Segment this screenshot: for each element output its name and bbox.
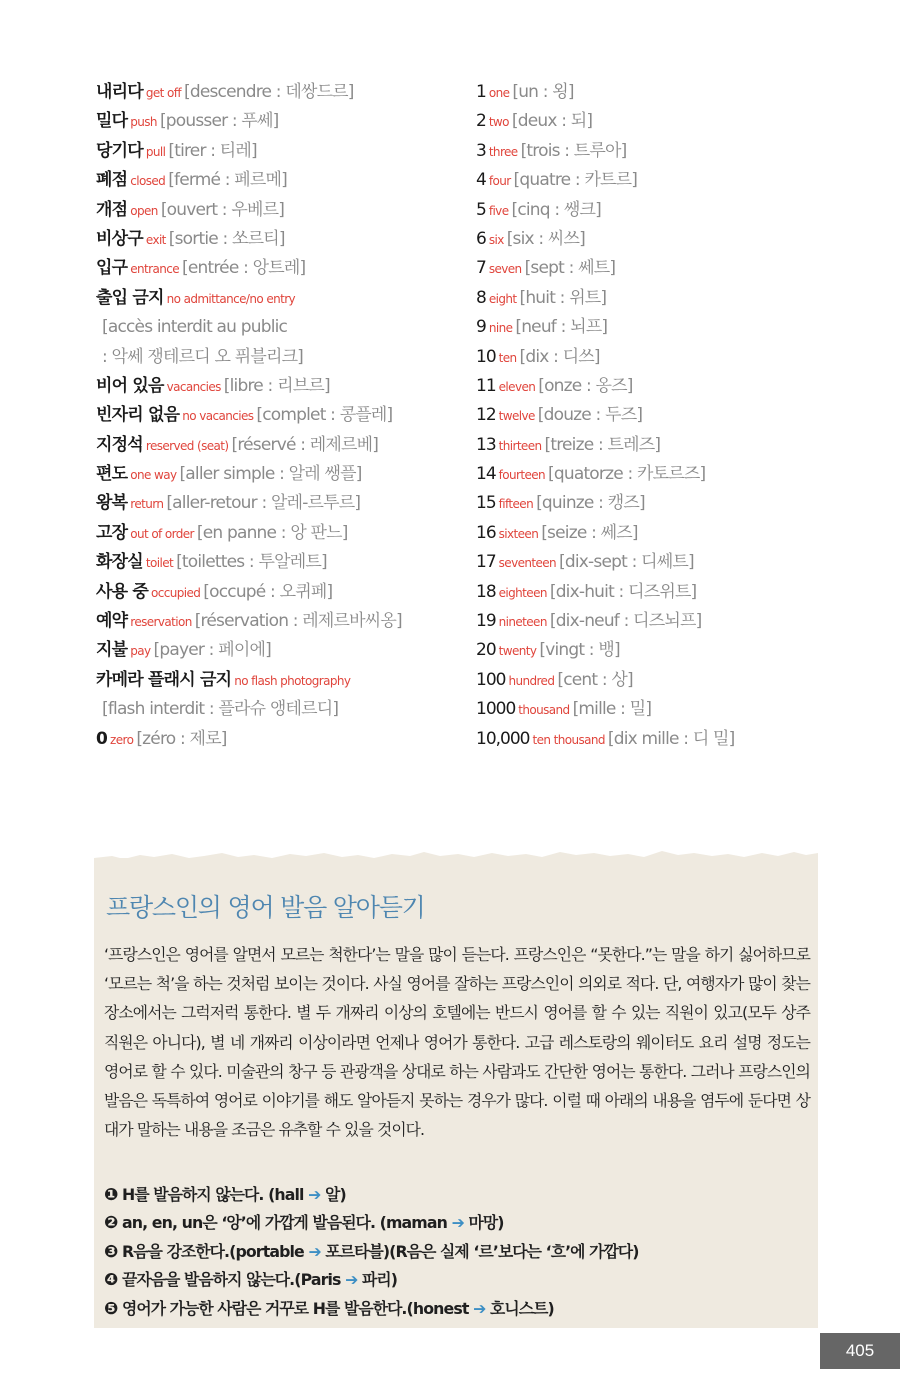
english-number: hundred bbox=[508, 673, 555, 688]
tip-point-result: 포르타블)(R음은 실제 ‘르’보다는 ‘흐’에 가깝다) bbox=[320, 1241, 639, 1261]
english-number: seventeen bbox=[498, 556, 557, 571]
english-term: no vacancies bbox=[182, 409, 254, 424]
french-term: [accès interdit au public bbox=[102, 317, 288, 338]
number-row bbox=[476, 725, 876, 754]
english-number: seven bbox=[488, 262, 522, 277]
number-row bbox=[476, 107, 876, 136]
number-value: 9 bbox=[476, 317, 486, 338]
number-row bbox=[476, 196, 876, 225]
english-term: zero bbox=[110, 732, 134, 747]
tip-point bbox=[104, 1295, 639, 1323]
arrow-right-icon: ➔ bbox=[451, 1213, 464, 1233]
number-value: 7 bbox=[476, 258, 486, 279]
vocab-row bbox=[96, 460, 466, 489]
english-number: five bbox=[488, 203, 509, 218]
english-number: thirteen bbox=[498, 438, 542, 453]
tip-point-text: R음을 강조한다.(portable bbox=[122, 1241, 309, 1261]
english-number: twenty bbox=[498, 644, 537, 659]
tip-point-text: 영어가 가능한 사람은 거꾸로 H를 발음한다.(honest bbox=[122, 1298, 474, 1318]
french-term: [entrée : 앙트레] bbox=[182, 258, 306, 279]
french-number: [quinze : 캥즈] bbox=[536, 493, 645, 514]
french-number: [seize : 쎄즈] bbox=[541, 522, 638, 543]
english-number: thousand bbox=[518, 703, 570, 718]
tip-point bbox=[104, 1209, 639, 1237]
korean-term: 빈자리 없음 bbox=[96, 405, 180, 426]
french-term: [sortie : 쏘르티] bbox=[168, 228, 285, 249]
vocab-row bbox=[96, 372, 466, 401]
french-number: [quatre : 카트르] bbox=[513, 170, 638, 191]
french-number: [dix-neuf : 디즈뇌프] bbox=[549, 611, 702, 632]
vocab-row bbox=[96, 695, 466, 724]
vocab-row bbox=[96, 489, 466, 518]
korean-term: 예약 bbox=[96, 611, 128, 632]
french-term: [pousser : 푸쎄] bbox=[159, 111, 279, 132]
tip-title: 프랑스인의 영어 발음 알아듣기 bbox=[106, 893, 425, 922]
vocab-row bbox=[96, 636, 466, 665]
vocab-row bbox=[96, 725, 466, 754]
number-value: 2 bbox=[476, 111, 486, 132]
korean-term: 0 bbox=[96, 728, 108, 749]
number-value: 13 bbox=[476, 434, 496, 455]
french-number: [deux : 되] bbox=[511, 111, 593, 132]
number-row bbox=[476, 166, 876, 195]
vocab-row bbox=[96, 107, 466, 136]
english-number: two bbox=[488, 115, 509, 130]
tip-points bbox=[104, 1181, 639, 1323]
korean-term: 입구 bbox=[96, 258, 128, 279]
french-term: [aller simple : 알레 쌩플] bbox=[179, 464, 362, 485]
french-term: [réservé : 레제르베] bbox=[231, 434, 379, 455]
number-row bbox=[476, 225, 876, 254]
french-term: [fermé : 페르메] bbox=[168, 170, 288, 191]
korean-term: 출입 금지 bbox=[96, 287, 164, 308]
number-value: 15 bbox=[476, 493, 496, 514]
french-number: [cent : 상] bbox=[557, 669, 633, 690]
tip-point bbox=[104, 1181, 639, 1209]
number-row bbox=[476, 695, 876, 724]
french-term: [flash interdit : 플라슈 앵테르디] bbox=[102, 699, 339, 720]
tip-point-result: 호니스트) bbox=[485, 1298, 554, 1318]
korean-term: 비상구 bbox=[96, 228, 143, 249]
french-number: [dix mille : 디 밀] bbox=[607, 728, 735, 749]
vocab-row bbox=[96, 519, 466, 548]
number-value: 16 bbox=[476, 522, 496, 543]
torn-paper-edge bbox=[94, 844, 818, 870]
number-value: 19 bbox=[476, 611, 496, 632]
vocab-row bbox=[96, 284, 466, 313]
number-row bbox=[476, 666, 876, 695]
tip-point-text: 끝자음을 발음하지 않는다.(Paris bbox=[122, 1270, 346, 1290]
circled-number-icon: ❶ bbox=[104, 1185, 118, 1205]
english-term: return bbox=[130, 497, 164, 512]
english-number: one bbox=[488, 86, 510, 100]
number-row bbox=[476, 578, 876, 607]
number-row bbox=[476, 489, 876, 518]
french-term: [descendre : 데쌍드르] bbox=[184, 82, 354, 102]
vocab-row bbox=[96, 401, 466, 430]
french-number: [dix-sept : 디쎄트] bbox=[559, 552, 694, 573]
number-value: 11 bbox=[476, 375, 496, 396]
number-value: 4 bbox=[476, 170, 486, 191]
korean-term: 고장 bbox=[96, 522, 128, 543]
english-number: eight bbox=[488, 291, 517, 306]
english-term: closed bbox=[130, 174, 166, 189]
number-value: 1000 bbox=[476, 699, 516, 720]
english-term: reserved (seat) bbox=[145, 438, 229, 453]
number-value: 8 bbox=[476, 287, 486, 308]
english-term: occupied bbox=[151, 585, 201, 600]
korean-term: 폐점 bbox=[96, 170, 128, 191]
tip-box bbox=[94, 858, 818, 1328]
english-number: three bbox=[488, 144, 518, 159]
number-value: 3 bbox=[476, 140, 486, 161]
french-number: [onze : 옹즈] bbox=[538, 375, 633, 396]
english-term: entrance bbox=[130, 262, 180, 277]
signs-vocabulary-list bbox=[96, 78, 466, 754]
french-number: [dix-huit : 디즈위트] bbox=[549, 581, 697, 602]
english-number: ten bbox=[498, 350, 517, 365]
tip-point-result: 알) bbox=[320, 1185, 346, 1204]
english-term: one way bbox=[130, 468, 177, 483]
number-value: 18 bbox=[476, 581, 496, 602]
french-number: [six : 씨쓰] bbox=[506, 228, 586, 249]
vocab-row bbox=[96, 196, 466, 225]
arrow-right-icon: ➔ bbox=[473, 1298, 486, 1318]
french-term: [payer : 페이에] bbox=[153, 640, 271, 661]
number-row bbox=[476, 137, 876, 166]
french-term: [aller-retour : 알레-르투르] bbox=[166, 493, 361, 514]
number-row bbox=[476, 431, 876, 460]
tip-body: ‘프랑스인은 영어를 알면서 모르는 척한다’는 말을 많이 듣는다. 프랑스인은 “못한다.”는 말을 하기 싫어하므로 ‘모르는 척’을 하는 것처럼 보이는 것이다. 사실 영어를 잘하는 프랑스인이 의외로 적다. 단, 여행자가 많이 찾는 장소에서는 그럭저럭 통한다. 별 두 개짜리 이상의 호텔에는 반드시 영어를 할 수 있는 직원이 있고(모두 상주 직원은 아니다), 별 네 개짜리 이상이라면 언제나 영어가 통한다. 고급 레스토랑의 웨이터도 요리 설명 정도는 영어로 할 수 있다. 미술관의 창구 등 관광객을 상대로 하는 사람과도 간단한 영어는 통한다. 그러나 프랑스인의 발음은 독특하여 영어로 이야기를 해도 알아듣지 못하는 경우가 많다. 이럴 때 아래의 내용을 염두에 둔다면 상대가 말하는 내용을 조금은 유추할 수 있을 것이다. bbox=[104, 945, 810, 1140]
english-term: get off bbox=[145, 86, 181, 100]
number-row bbox=[476, 284, 876, 313]
vocab-row bbox=[96, 607, 466, 636]
vocab-row bbox=[96, 431, 466, 460]
circled-number-icon: ❹ bbox=[104, 1270, 118, 1291]
number-row bbox=[476, 401, 876, 430]
number-value: 20 bbox=[476, 640, 496, 661]
number-value: 10,000 bbox=[476, 728, 530, 749]
number-row bbox=[476, 548, 876, 577]
french-term: [zéro : 제로] bbox=[136, 728, 227, 749]
english-number: twelve bbox=[498, 409, 535, 424]
korean-term: 개점 bbox=[96, 199, 128, 220]
french-term: [libre : 리브르] bbox=[223, 375, 330, 396]
tip-point bbox=[104, 1238, 639, 1266]
korean-term: 지정석 bbox=[96, 434, 143, 455]
english-term: reservation bbox=[130, 615, 192, 630]
french-term: [tirer : 티레] bbox=[168, 140, 257, 161]
korean-term: 사용 중 bbox=[96, 581, 148, 602]
vocab-row bbox=[96, 225, 466, 254]
english-term: vacancies bbox=[166, 379, 221, 394]
french-term: [complet : 콩플레] bbox=[256, 405, 393, 426]
circled-number-icon: ❸ bbox=[104, 1241, 118, 1262]
number-value: 10 bbox=[476, 346, 496, 367]
korean-term: 비어 있음 bbox=[96, 375, 164, 396]
tip-point-result: 파리) bbox=[357, 1270, 398, 1290]
french-number: [quatorze : 카토르즈] bbox=[548, 464, 706, 485]
vocab-row bbox=[96, 548, 466, 577]
english-term: open bbox=[130, 203, 158, 218]
number-row bbox=[476, 460, 876, 489]
number-value: 14 bbox=[476, 464, 496, 485]
number-value: 100 bbox=[476, 669, 506, 690]
english-number: nine bbox=[488, 321, 513, 336]
french-number: [cinq : 쌩크] bbox=[511, 199, 601, 220]
page-number: 405 bbox=[820, 1333, 900, 1369]
english-number: sixteen bbox=[498, 526, 539, 541]
number-row bbox=[476, 372, 876, 401]
french-term: [réservation : 레제르바씨옹] bbox=[194, 611, 402, 632]
vocab-row bbox=[96, 578, 466, 607]
circled-number-icon: ❺ bbox=[104, 1298, 118, 1319]
korean-term: 편도 bbox=[96, 464, 128, 485]
english-term: toilet bbox=[145, 556, 174, 571]
english-number: fourteen bbox=[498, 468, 546, 483]
english-term: no flash photography bbox=[234, 673, 351, 688]
korean-term: 내리다 bbox=[96, 82, 143, 102]
tip-point-text: H를 발음하지 않는다. (hall bbox=[122, 1185, 309, 1204]
french-term: : 악쎄 쟁테르디 오 퓌블리크] bbox=[102, 346, 304, 367]
english-number: six bbox=[488, 232, 504, 247]
french-term: [ouvert : 우베르] bbox=[160, 199, 285, 220]
korean-term: 화장실 bbox=[96, 552, 143, 573]
vocab-row bbox=[96, 313, 466, 342]
number-value: 12 bbox=[476, 405, 496, 426]
number-row bbox=[476, 313, 876, 342]
english-term: out of order bbox=[130, 526, 194, 541]
tip-point bbox=[104, 1266, 639, 1294]
vocab-row bbox=[96, 254, 466, 283]
arrow-right-icon: ➔ bbox=[345, 1270, 358, 1290]
english-term: exit bbox=[145, 232, 166, 247]
french-term: [toilettes : 투알레트] bbox=[176, 552, 327, 573]
number-row bbox=[476, 636, 876, 665]
tip-point-text: an, en, un은 ‘앙’에 가깝게 발음된다. (maman bbox=[122, 1213, 452, 1233]
numbers-vocabulary-list bbox=[476, 78, 876, 754]
french-number: [un : 욍] bbox=[512, 82, 574, 102]
english-number: eighteen bbox=[498, 585, 547, 600]
french-number: [mille : 밀] bbox=[572, 699, 652, 720]
english-term: push bbox=[130, 115, 157, 130]
number-value: 1 bbox=[476, 82, 486, 102]
number-row bbox=[476, 343, 876, 372]
english-term: no admittance/no entry bbox=[166, 291, 296, 306]
circled-number-icon: ❷ bbox=[104, 1213, 118, 1234]
number-value: 5 bbox=[476, 199, 486, 220]
korean-term: 지불 bbox=[96, 640, 128, 661]
french-number: [vingt : 뱅] bbox=[539, 640, 620, 661]
french-term: [en panne : 앙 판느] bbox=[196, 522, 348, 543]
korean-term: 카메라 플래시 금지 bbox=[96, 669, 232, 690]
french-number: [treize : 트레즈] bbox=[544, 434, 661, 455]
number-row bbox=[476, 78, 876, 107]
vocab-row bbox=[96, 78, 466, 107]
english-number: eleven bbox=[498, 379, 536, 394]
english-number: four bbox=[488, 174, 511, 189]
vocab-row bbox=[96, 166, 466, 195]
korean-term: 당기다 bbox=[96, 140, 143, 161]
english-number: ten thousand bbox=[532, 732, 605, 747]
french-number: [neuf : 뇌프] bbox=[515, 317, 608, 338]
english-number: nineteen bbox=[498, 615, 547, 630]
french-number: [douze : 두즈] bbox=[537, 405, 643, 426]
number-row bbox=[476, 519, 876, 548]
french-number: [trois : 트루아] bbox=[520, 140, 627, 161]
vocab-row bbox=[96, 137, 466, 166]
korean-term: 밀다 bbox=[96, 111, 128, 132]
korean-term: 왕복 bbox=[96, 493, 128, 514]
english-number: fifteen bbox=[498, 497, 534, 512]
arrow-right-icon: ➔ bbox=[308, 1185, 321, 1204]
french-number: [dix : 디쓰] bbox=[519, 346, 600, 367]
vocab-row bbox=[96, 343, 466, 372]
english-term: pull bbox=[145, 144, 166, 159]
number-value: 6 bbox=[476, 228, 486, 249]
number-row bbox=[476, 254, 876, 283]
number-row bbox=[476, 607, 876, 636]
french-number: [sept : 쎄트] bbox=[524, 258, 616, 279]
french-number: [huit : 위트] bbox=[519, 287, 607, 308]
tip-point-result: 마망) bbox=[463, 1213, 504, 1233]
arrow-right-icon: ➔ bbox=[308, 1241, 321, 1261]
french-term: [occupé : 오퀴페] bbox=[203, 581, 333, 602]
vocab-row bbox=[96, 666, 466, 695]
number-value: 17 bbox=[476, 552, 496, 573]
english-term: pay bbox=[130, 644, 151, 659]
